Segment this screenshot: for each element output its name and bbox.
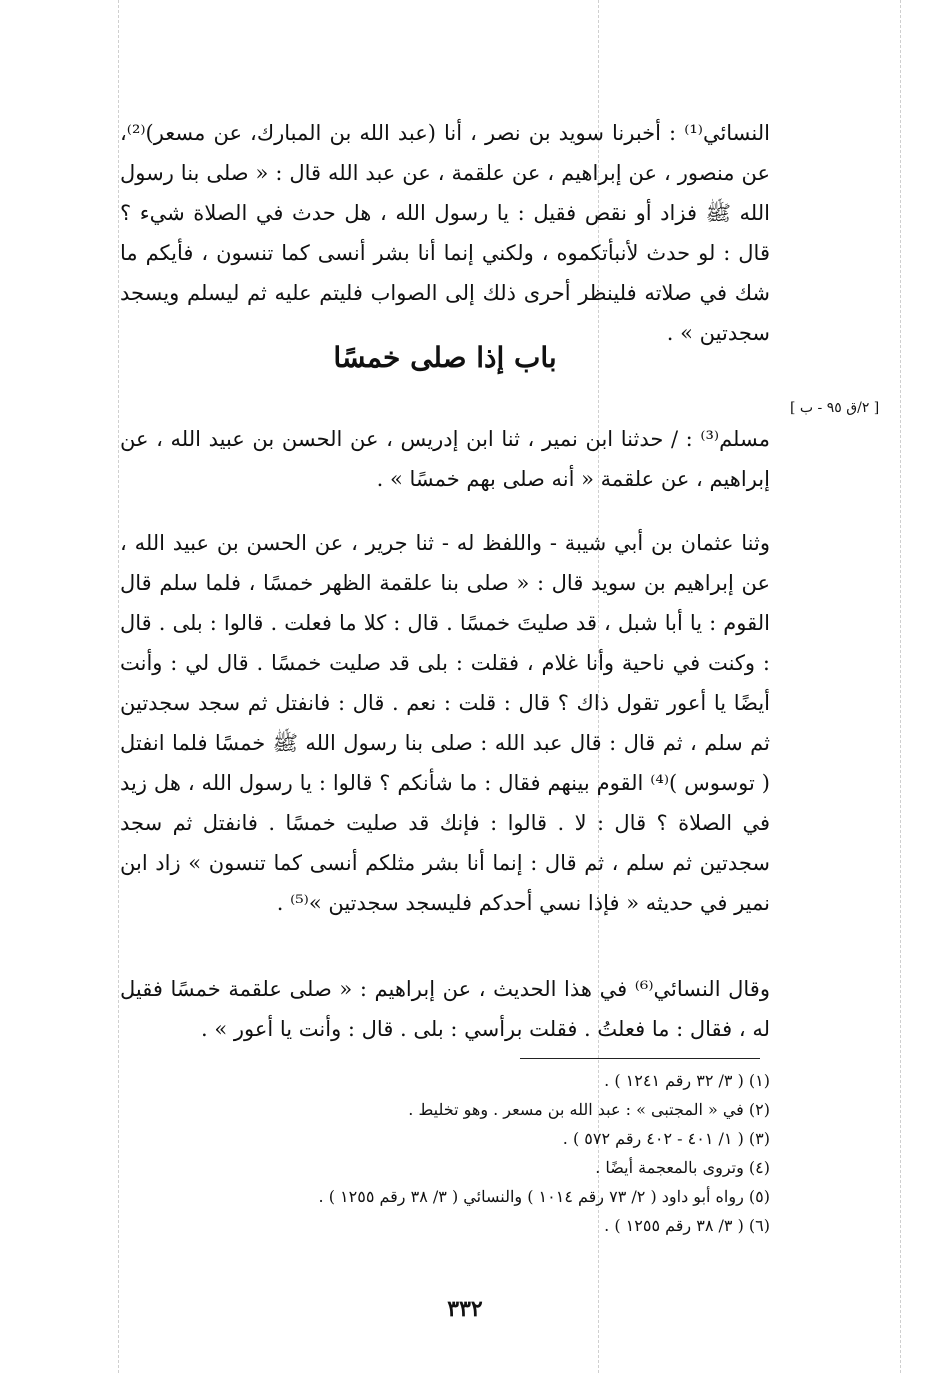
footnote-item: (٢) في « المجتبى » : عبد الله بن مسعر . وهو تخليط . (408, 1100, 770, 1119)
footnote-item: (٦) ( ٣/ ٣٨ رقم ١٢٥٥ ) . (604, 1216, 770, 1235)
footnotes (120, 1066, 770, 1240)
hadith-paragraph-uthman: وثنا عثمان بن أبي شيبة - واللفظ له - ثنا جرير ، عن الحسن بن عبيد الله ، عن إبراهيم بن سويد قال : « صلى بنا علقمة الظهر خمسًا ، فلما سلم قال القوم : يا أبا شبل ، قد صليتَ خمسًا . قال : كلا ما فعلت . قالوا : بلى . قال : وكنت في ناحية وأنا غلام ، فقلت : بلى قد صليت خمسًا . قال لي : وأنت أيضًا يا أعور تقول ذاك ؟ قال : قلت : نعم . قال : فانفتل ثم سجد سجدتين ثم سلم ، ثم قال : قال عبد الله : صلى بنا رسول الله ﷺ خمسًا فلما انفتل ( توسوس )⁽⁴⁾ القوم بينهم فقال : ما شأنكم ؟ قالوا : يا رسول الله ، هل زيد في الصلاة ؟ قال : لا . قالوا : فإنك قد صليت خمسًا . فانفتل ثم سجد سجدتين ثم سلم ، ثم قال : إنما أنا بشر مثلكم أنسى كما تنسون » زاد ابن نمير في حديثه « فإذا نسي أحدكم فليسجد سجدتين »⁽⁵⁾ . (120, 531, 770, 915)
scan-guide-line (118, 0, 119, 1373)
hadith-paragraph-nasai-2: وقال النسائي⁽⁶⁾ في هذا الحديث ، عن إبراهيم : « صلى علقمة خمسًا فقيل له ، فقال : ما فعلتُ . فقلت برأسي : بلى . قال : وأنت يا أعور » . (120, 977, 770, 1041)
footnote-item: (٤) وتروى بالمعجمة أيضًا . (595, 1158, 770, 1177)
hadith-paragraph-nasai: النسائي⁽¹⁾ : أخبرنا سويد بن نصر ، أنا (عبد الله بن المبارك، عن مسعر)⁽²⁾، عن منصور ، عن إبراهيم ، عن علقمة ، عن عبد الله قال : « صلى بنا رسول الله ﷺ فزاد أو نقص فقيل : يا رسول الله ، هل حدث في الصلاة شيء ؟ قال : لو حدث لأنبأتكموه ، ولكني إنما أنا بشر أنسى كما تنسون ، فأيكم ما شك في صلاته فلينظر أحرى ذلك إلى الصواب فليتم عليه ثم ليسلم ويسجد سجدتين » . (120, 121, 770, 345)
page-number: ٣٣٢ (447, 1296, 483, 1322)
footnote-item: (١) ( ٣/ ٣٢ رقم ١٢٤١ ) . (604, 1071, 770, 1090)
manuscript-folio-note: [ ٢/ق ٩٥ - ب ] (790, 400, 880, 416)
footnote-divider (520, 1058, 760, 1059)
hadith-paragraph-muslim: مسلم⁽³⁾ : / حدثنا ابن نمير ، ثنا ابن إدريس ، عن الحسن بن عبيد الله ، عن إبراهيم ، عن علقمة « أنه صلى بهم خمسًا » . (120, 427, 770, 491)
scan-guide-line (900, 0, 901, 1373)
chapter-heading: باب إذا صلى خمسًا (333, 341, 557, 374)
footnote-item: (٥) رواه أبو داود ( ٢/ ٧٣ رقم ١٠١٤ ) والنسائي ( ٣/ ٣٨ رقم ١٢٥٥ ) . (318, 1187, 770, 1206)
footnote-item: (٣) ( ١/ ٤٠١ - ٤٠٢ رقم ٥٧٢ ) . (562, 1129, 770, 1148)
